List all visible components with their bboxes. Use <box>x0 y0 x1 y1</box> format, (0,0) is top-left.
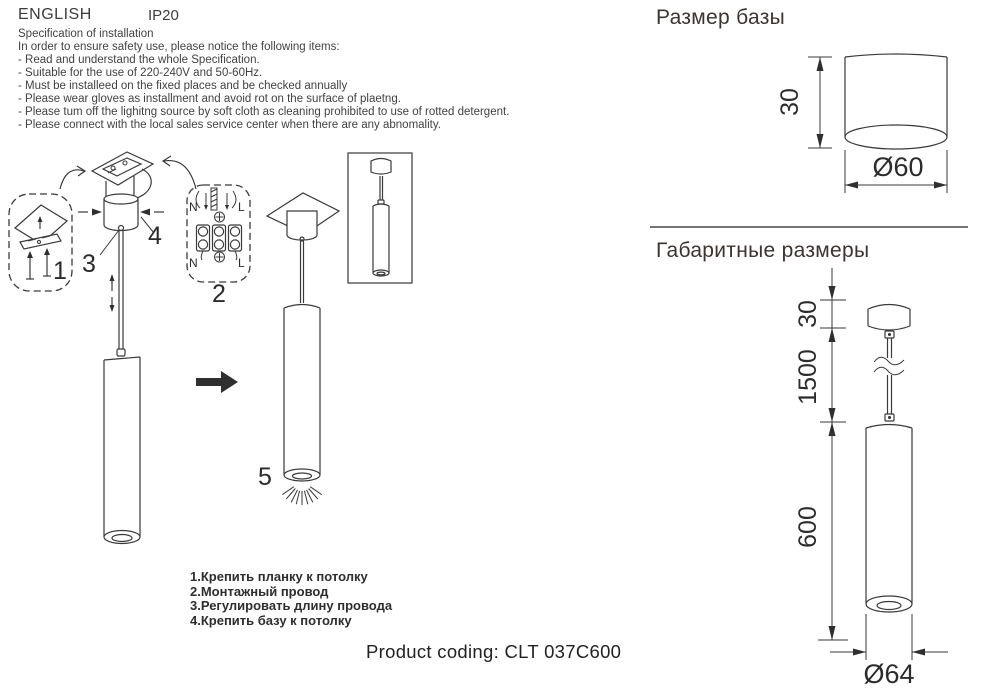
base-size-drawing <box>740 38 1000 213</box>
installation-diagram <box>0 145 480 575</box>
base-size-title: Размер базы <box>656 6 786 29</box>
light-rays-icon <box>282 487 321 505</box>
curved-arrow-left <box>60 166 85 189</box>
russian-instructions <box>190 570 392 628</box>
overall-body-height-dim: 600 <box>794 506 822 548</box>
section-divider <box>650 226 968 228</box>
transition-arrow-icon <box>196 371 238 393</box>
overall-diameter-dim: Ø64 <box>863 659 915 689</box>
product-coding: Product coding: CLT 037C600 <box>366 641 622 662</box>
spec-item: - Suitable for the use of 220-240V and 50-60Hz. <box>18 67 263 79</box>
overall-cord-length-dim: 1500 <box>794 349 822 405</box>
spec-item: - Please wear gloves as installment and avoid rot on the surface of plaetng. <box>18 93 401 105</box>
ru-instruction: 1.Крепить планку к потолку <box>190 569 368 584</box>
spec-title: Specification of installation <box>18 28 154 40</box>
step2-label: 2 <box>212 280 226 308</box>
canopy-assembly-drawing <box>78 152 164 351</box>
pendant-tube-drawing <box>104 349 140 544</box>
base-diameter-dim: Ø60 <box>872 152 924 182</box>
spec-intro: In order to ensure safety use, please notice the following items: <box>18 41 340 53</box>
final-view-box <box>348 153 412 283</box>
installed-pendant-drawing <box>258 193 339 505</box>
overall-canopy-height-dim: 30 <box>794 300 822 328</box>
ru-instruction: 4.Крепить базу к потолку <box>190 612 352 628</box>
step1-label: 1 <box>53 257 67 285</box>
overall-size-title: Габаритные размеры <box>656 239 870 262</box>
base-height-dim: 30 <box>776 88 804 116</box>
ru-instruction: 2.Монтажный провод <box>190 583 329 599</box>
terminal-l-bottom: L <box>238 256 245 270</box>
ru-instruction: 3.Регулировать длину провода <box>190 598 393 613</box>
overall-pendant-drawing <box>866 305 912 613</box>
step1-mounting-plate-drawing <box>9 194 72 291</box>
overall-dimensions-drawing <box>770 262 1000 690</box>
terminal-n-bottom: N <box>189 256 198 270</box>
step3-label: 3 <box>82 250 96 278</box>
spec-item: - Read and understand the whole Specification. <box>18 54 260 66</box>
language-label: ENGLISH <box>18 6 92 23</box>
step2-terminal-block-drawing <box>187 185 250 308</box>
terminal-n-top: N <box>189 200 198 214</box>
step5-label: 5 <box>258 463 272 491</box>
spec-item: - Please tum off the lighitng source by soft cloth as cleaning prohibited to use of rotted detergent. <box>18 106 510 118</box>
curved-arrow-right <box>163 156 196 189</box>
step4-label: 4 <box>148 222 162 250</box>
spec-item: - Must be installeed on the fixed places and be checked annually <box>18 80 348 92</box>
spec-item: - Please connect with the local sales service center when there are any abnomality. <box>18 119 441 131</box>
terminal-l-top: L <box>238 200 245 214</box>
ip-rating-label: IP20 <box>148 7 179 24</box>
specification-block <box>18 28 509 132</box>
